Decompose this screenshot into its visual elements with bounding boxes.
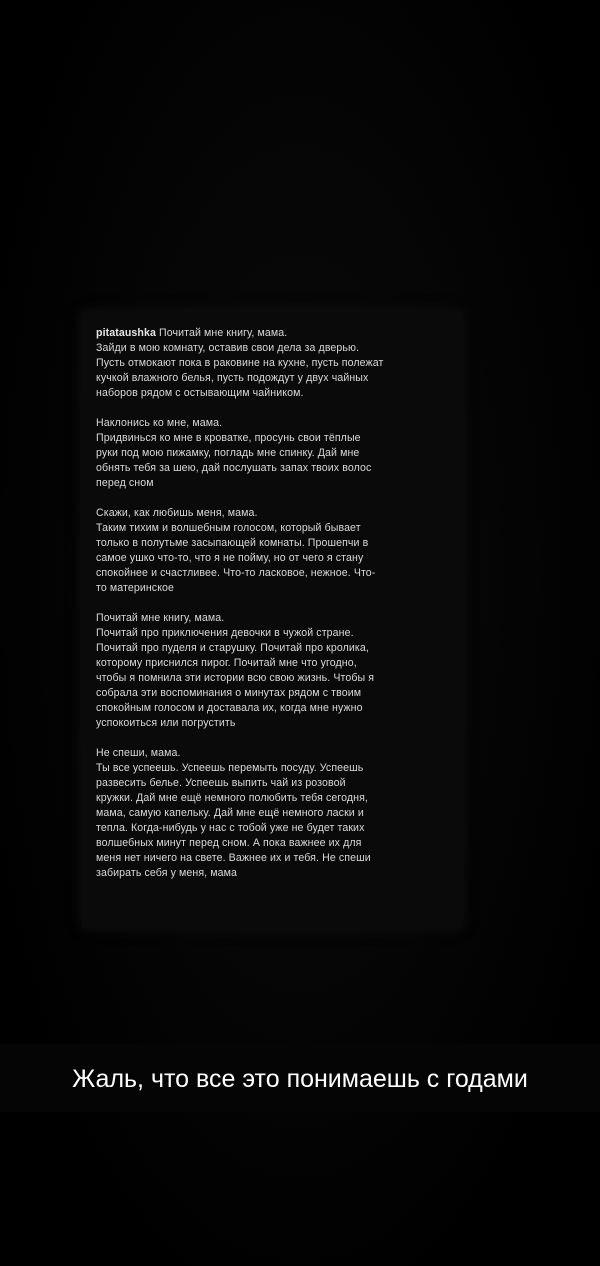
post-line: мама, самую капельку. Дай мне ещё немного ласки и bbox=[96, 807, 364, 819]
post-line: Почитай про пуделя и старушку. Почитай про кролика, bbox=[96, 642, 369, 654]
post-line: спокойным голосом и доставала их, когда мне нужно bbox=[96, 702, 363, 714]
post-username[interactable]: pitataushka bbox=[96, 327, 156, 339]
post-line: Зайди в мою комнату, оставив свои дела за дверью. bbox=[96, 342, 360, 354]
post-paragraph bbox=[96, 746, 454, 881]
post-body bbox=[96, 341, 454, 881]
post-line: тепла. Когда-нибудь у нас с тобой уже не будет таких bbox=[96, 822, 365, 834]
post-line: только в полутьме засыпающей комнаты. Прошепчи в bbox=[96, 537, 369, 549]
post-paragraph bbox=[96, 506, 454, 596]
post-line: кружки. Дай мне ещё немного полюбить тебя сегодня, bbox=[96, 792, 368, 804]
post-line: волшебных минут перед сном. А пока важнее их для bbox=[96, 837, 362, 849]
post-line: спокойнее и счастливее. Что-то ласковое, нежное. Что- bbox=[96, 567, 376, 579]
post-line: то материнское bbox=[96, 582, 175, 594]
instagram-post-screenshot bbox=[82, 312, 462, 928]
post-paragraph bbox=[96, 341, 454, 401]
post-line: Пусть отмокают пока в раковине на кухне, пусть полежат bbox=[96, 357, 384, 369]
post-line: перед сном bbox=[96, 477, 154, 489]
post-line: Ты все успеешь. Успеешь перемыть посуду. Успеешь bbox=[96, 762, 364, 774]
post-line: Не спеши, мама. bbox=[96, 747, 181, 759]
post-line: чтобы я помнила эти истории всю свою жизнь. Чтобы я bbox=[96, 672, 375, 684]
post-lead: Почитай мне книгу, мама. bbox=[159, 327, 288, 339]
post-line: Почитай про приключения девочки в чужой стране. bbox=[96, 627, 354, 639]
post-line: которому приснился пирог. Почитай мне что угодно, bbox=[96, 657, 357, 669]
post-line: меня нет ничего на свете. Важнее их и тебя. Не спеши bbox=[96, 852, 371, 864]
post-paragraph bbox=[96, 416, 454, 491]
post-header bbox=[96, 326, 454, 341]
post-line: Таким тихим и волшебным голосом, который бывает bbox=[96, 522, 361, 534]
post-line: забирать себя у меня, мама bbox=[96, 867, 238, 879]
post-line: успокоиться или погрустить bbox=[96, 717, 236, 729]
post-line: собрала эти воспоминания о минутах рядом с твоим bbox=[96, 687, 362, 699]
post-line: наборов рядом с остывающим чайником. bbox=[96, 387, 304, 399]
post-line: Придвинься ко мне в кроватке, просунь свои тёплые bbox=[96, 432, 361, 444]
post-paragraph bbox=[96, 611, 454, 731]
post-line: самое ушко что-то, что я не пойму, но от чего я стану bbox=[96, 552, 364, 564]
post-line: Почитай мне книгу, мама. bbox=[96, 612, 225, 624]
post-line: Наклонись ко мне, мама. bbox=[96, 417, 223, 429]
post-line: кучкой влажного белья, пусть подождут у двух чайных bbox=[96, 372, 369, 384]
post-line: Скажи, как любишь меня, мама. bbox=[96, 507, 258, 519]
post-line: обнять тебя за шею, дай послушать запах твоих волос bbox=[96, 462, 372, 474]
post-text bbox=[96, 326, 454, 896]
story-caption: Жаль, что все это понимаешь с годами bbox=[72, 1065, 528, 1093]
post-line: руки под мою пижамку, погладь мне спинку. Дай мне bbox=[96, 447, 360, 459]
post-line: развесить белье. Успеешь выпить чай из розовой bbox=[96, 777, 346, 789]
